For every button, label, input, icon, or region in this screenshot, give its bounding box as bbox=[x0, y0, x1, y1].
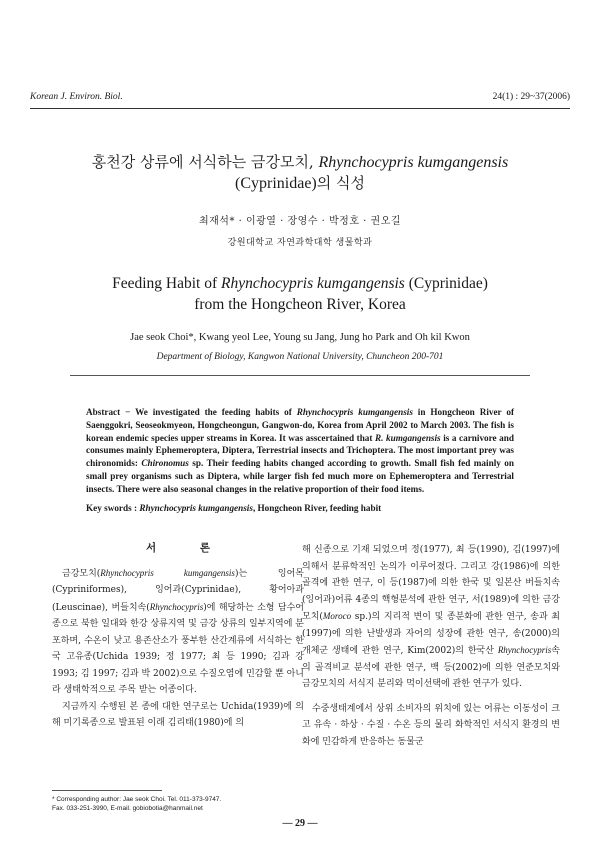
keywords-label: Key swords : bbox=[86, 503, 140, 513]
korean-title-species: Rhynchocypris kumgangensis bbox=[318, 154, 509, 171]
abstract-species: Rhynchocypris kumgangensis bbox=[296, 407, 413, 417]
abstract-species: R. kumgangensis bbox=[375, 432, 441, 443]
species-name: Rhynchocypris kumgangensis bbox=[100, 567, 235, 578]
footnote-divider bbox=[52, 790, 162, 791]
english-title bbox=[0, 273, 600, 315]
footnote-line: * Corresponding author: Jae seok Choi. Tel. 011-373-9747. bbox=[52, 796, 222, 803]
body-text: )는 잉어목(Cypriniformes), 잉어과(Cyprinidae), 황어아과(Leuscinae), 버들치속( bbox=[52, 568, 304, 613]
english-title-species: Rhynchocypris kumgangensis bbox=[221, 275, 405, 292]
body-column-right bbox=[302, 542, 560, 750]
body-paragraph: 지금까지 수행된 본 종에 대한 연구로는 Uchida(1939)에 의해 미기록종으로 발표된 이래 김리태(1980)에 의 bbox=[52, 701, 304, 728]
english-title-line2: from the Hongcheon River, Korea bbox=[194, 296, 406, 313]
body-text: sp.)의 지리적 변이 및 종분화에 관한 연구, 송과 최(1997)에 의한 난발생과 자어의 성장에 관한 연구, 송(2000)의 개체군 생태에 관한 연구, Kim(2002)의 한국산 bbox=[302, 612, 560, 656]
body-paragraph bbox=[302, 542, 560, 693]
species-name: Rhynchocypris bbox=[149, 601, 204, 612]
abstract-text: − We investigated the feeding habits of bbox=[120, 407, 297, 417]
keywords-list: , Hongcheon River, feeding habit bbox=[252, 503, 382, 513]
keywords bbox=[86, 502, 514, 515]
footnote-line: Fax. 033-251-3990, E-mail. gobiobotia@hanmail.net bbox=[52, 805, 203, 812]
abstract-species: Chironomus bbox=[141, 458, 189, 469]
body-text: )에 해당하는 소형 담수어종으로 북한 일대와 한강 상류지역 및 금강 상류의 일부지역에 분포하며, 수온이 낮고 용존산소가 풍부한 산간계류에 서식하는 한국 고유종(Uchida 1939; 정 1977; 최 등 1990; 김과 강 1993; 김 1997; 김과 박 2002)으로 수질오염에 민감할 뿐 아니라 생태학적으로 주목 받는 어종이다. bbox=[52, 602, 304, 695]
abstract-text: in Hongcheon River of Saenggokri, Seoseokmyeon, Hongcheongun, Gangwon-do, Korea from April 2002 to March 2003. The fish is korean endemic species upper streams in Korea. It was asscertained that bbox=[86, 407, 515, 443]
body-text: 해 신종으로 기재 되었으며 정(1977), 최 등(1990), 김(1997)에 의해서 분류학적인 논의가 이루어졌다. 그리고 강(1986)에 의한 골격에 관한 연구, 이 등(1987)에 의한 한국 및 일본산 버들치속(잉어과)어류 4종의 핵형분석에 관한 연구, 서(1989)에 의한 금강모치( bbox=[302, 545, 560, 622]
english-authors: Jae seok Choi*, Kwang yeol Lee, Young su Jang, Jung ho Park and Oh kil Kwon bbox=[130, 332, 470, 343]
issue-info: 24(1) : 29~37(2006) bbox=[492, 92, 570, 102]
korean-title bbox=[0, 152, 600, 194]
korean-title-family: (Cyprinidae) bbox=[235, 175, 317, 192]
korean-title-text: 홍천강 상류에 서식하는 금강모치, bbox=[91, 153, 314, 171]
abstract-text: is a carnivore and consumes mainly Ephemeroptera, Diptera, Terrestrial insects and Trichoptera. The most important prey was chironomids: bbox=[86, 432, 514, 469]
header-divider bbox=[30, 108, 570, 109]
abstract bbox=[86, 406, 514, 496]
abstract-label: Abstract bbox=[86, 407, 121, 417]
english-title-prefix: Feeding Habit of bbox=[112, 275, 222, 292]
species-name: Rhynchocypris bbox=[497, 645, 552, 655]
body-paragraph: 수중생태계에서 상위 소비자의 위치에 있는 어류는 이동성이 크고 유속 · 하상 · 수질 · 수온 등의 물리 화학적인 서식지 환경의 변화에 민감하게 반응하는 동물군 bbox=[302, 703, 560, 747]
running-header bbox=[30, 90, 570, 108]
abstract-text: sp. Their feeding habits changed according to growth. Small fish fed mainly on small prey organisms such as Diptera, while larger fish fed much more on Ephemeroptera and Terrestrial insects. There were also seasonal changes in the relative proportion of their food items. bbox=[86, 458, 514, 494]
corresponding-author-footnote bbox=[52, 795, 312, 813]
english-title-suffix: (Cyprinidae) bbox=[404, 275, 488, 292]
korean-authors: 최재석* · 이광열 · 장영수 · 박정호 · 권오길 bbox=[198, 216, 402, 227]
paragraph-gap bbox=[302, 693, 560, 701]
body-column-left bbox=[52, 540, 304, 732]
species-name: Moroco bbox=[322, 611, 352, 621]
section-heading-introduction: 서 론 bbox=[146, 542, 230, 554]
affiliation-divider bbox=[70, 375, 530, 376]
korean-title-suffix: 의 식성 bbox=[316, 174, 365, 192]
body-paragraph bbox=[52, 565, 304, 699]
journal-name: Korean J. Environ. Biol. bbox=[30, 92, 123, 102]
page-number: — 29 — bbox=[282, 818, 318, 829]
body-text: 속의 골격비교 분석에 관한 연구, 백 등(2002)에 의한 연준모치와 금강모치의 서식지 분리와 먹이선택에 관한 연구가 있다. bbox=[302, 646, 560, 689]
body-text: 금강모치( bbox=[62, 568, 101, 579]
korean-affiliation: 강원대학교 자연과학대학 생물학과 bbox=[227, 238, 373, 248]
english-affiliation: Department of Biology, Kangwon National University, Chuncheon 200-701 bbox=[156, 352, 444, 362]
keywords-species: Rhynchocypris kumgangensis bbox=[139, 503, 253, 513]
